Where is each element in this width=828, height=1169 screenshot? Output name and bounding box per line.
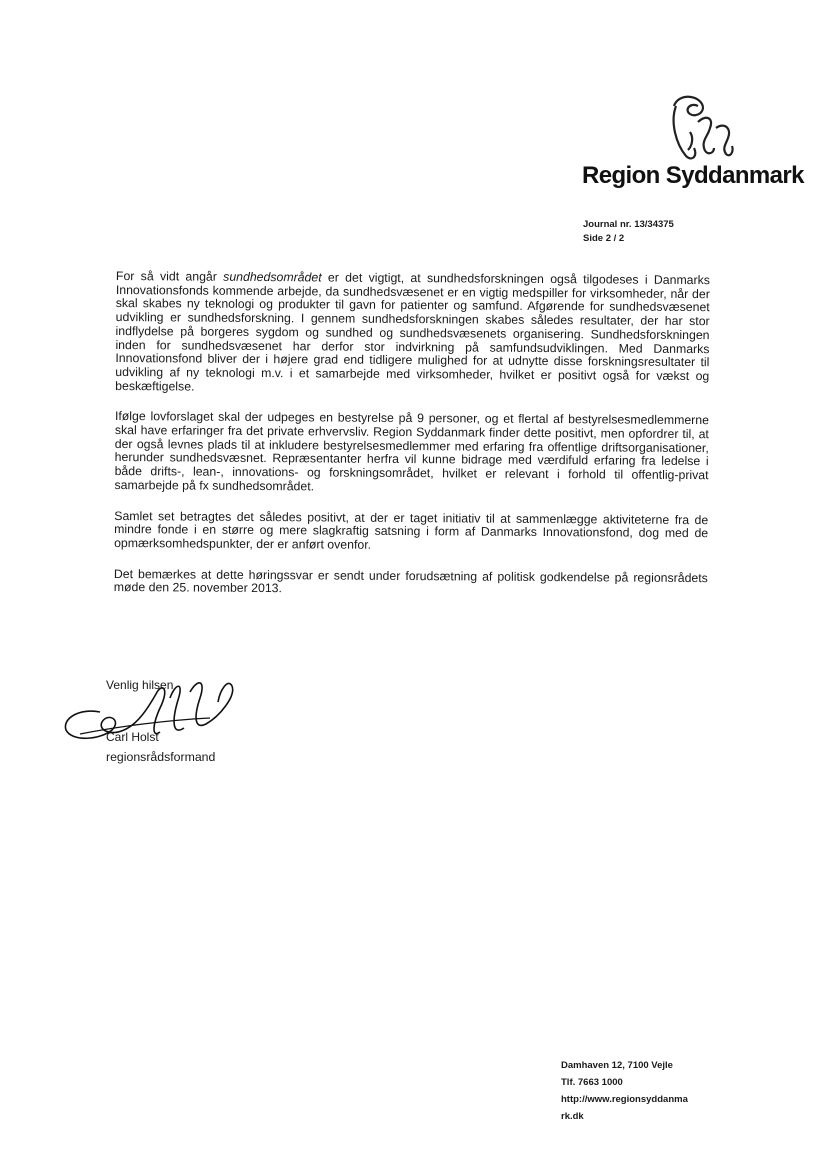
org-name: Region Syddanmark xyxy=(582,162,804,189)
paragraph-summary: Samlet set betragtes det således positivt, at der er taget initiativ til at sammenlægge aktiviteterne fra de mindre fonde i en større og mere slagkraftig satsning i form af Danmarks Innovationsfond, dog med de opmærksomhedspunkter, der er anført ovenfor. xyxy=(114,508,709,552)
signer-title: regionsrådsformand xyxy=(106,750,216,764)
journal-block xyxy=(583,218,674,246)
paragraph-board: Ifølge lovforslaget skal der udpeges en bestyrelse på 9 personer, og et flertal af bestyrelsesmedlemmerne skal have erfaringer fra det private erhvervsliv. Region Syddanmark finder dette positivt, men opfordrer til, at der også levnes plads til at inkludere bestyrelsesmedlemmer med erfaring fra offentlige driftsorganisationer, herunder sundhedsvæsnet. Repræsentanter herfra vil kunne bidrage med værdifuld erfaring fra ledelse i både drifts-, lean-, innovations- og forskningsområdet, hvilket er relevant i forhold til offentlig-privat samarbejde på fx sundhedsområdet. xyxy=(114,409,710,494)
website: http://www.regionsyddanma rk.dk xyxy=(561,1094,688,1122)
region-logo-icon xyxy=(668,92,748,167)
signature-block xyxy=(60,668,280,778)
letter-body xyxy=(114,270,710,616)
signer-name: Carl Holst xyxy=(106,730,159,744)
journal-number: Journal nr. 13/34375 xyxy=(583,219,674,230)
contact-footer xyxy=(561,1057,701,1125)
phone: Tlf. 7663 1000 xyxy=(561,1077,623,1088)
region-logo xyxy=(582,92,804,192)
page-number: Side 2 / 2 xyxy=(583,233,625,244)
paragraph-health: For så vidt angår sundhedsområdet er det vigtigt, at sundhedsforskningen også tilgodeses i Danmarks Innovationsfonds kommende arbejde, da sundhedsvæsenet er en vigtig medspiller for virksomheder, når der skal skabes ny teknologi og produkter til gavn for patienter og samfund. Afgørende for sundhedsvæsenet udvikling er sundhedsforskning. I gennem sundhedsforskningen skabes således resultater, der har stor indflydelse på borgeres sygdom og sundhed og sundhedsvæsenets organisering. Sundhedsforskningen inden for sundhedsvæsenet har derfor stor indvirkning på samfundsudviklingen. Med Danmarks Innovationsfond bliver der i højere grad end tidligere mulighed for at udnytte disse forskningsresultater til udvikling af ny teknologi m.v. i et samarbejde med virksomheder, hvilket er positivt også for vækst og beskæftigelse. xyxy=(115,269,710,394)
paragraph-approval: Det bemærkes at dette høringssvar er sendt under forudsætning af politisk godkendelse på regionsrådets møde den 25. november 2013. xyxy=(113,566,708,596)
closing-greeting: Venlig hilsen xyxy=(106,678,174,692)
address: Damhaven 12, 7100 Vejle xyxy=(561,1060,673,1071)
emphasis-sundhedsomraadet: sundhedsområdet xyxy=(223,269,322,285)
